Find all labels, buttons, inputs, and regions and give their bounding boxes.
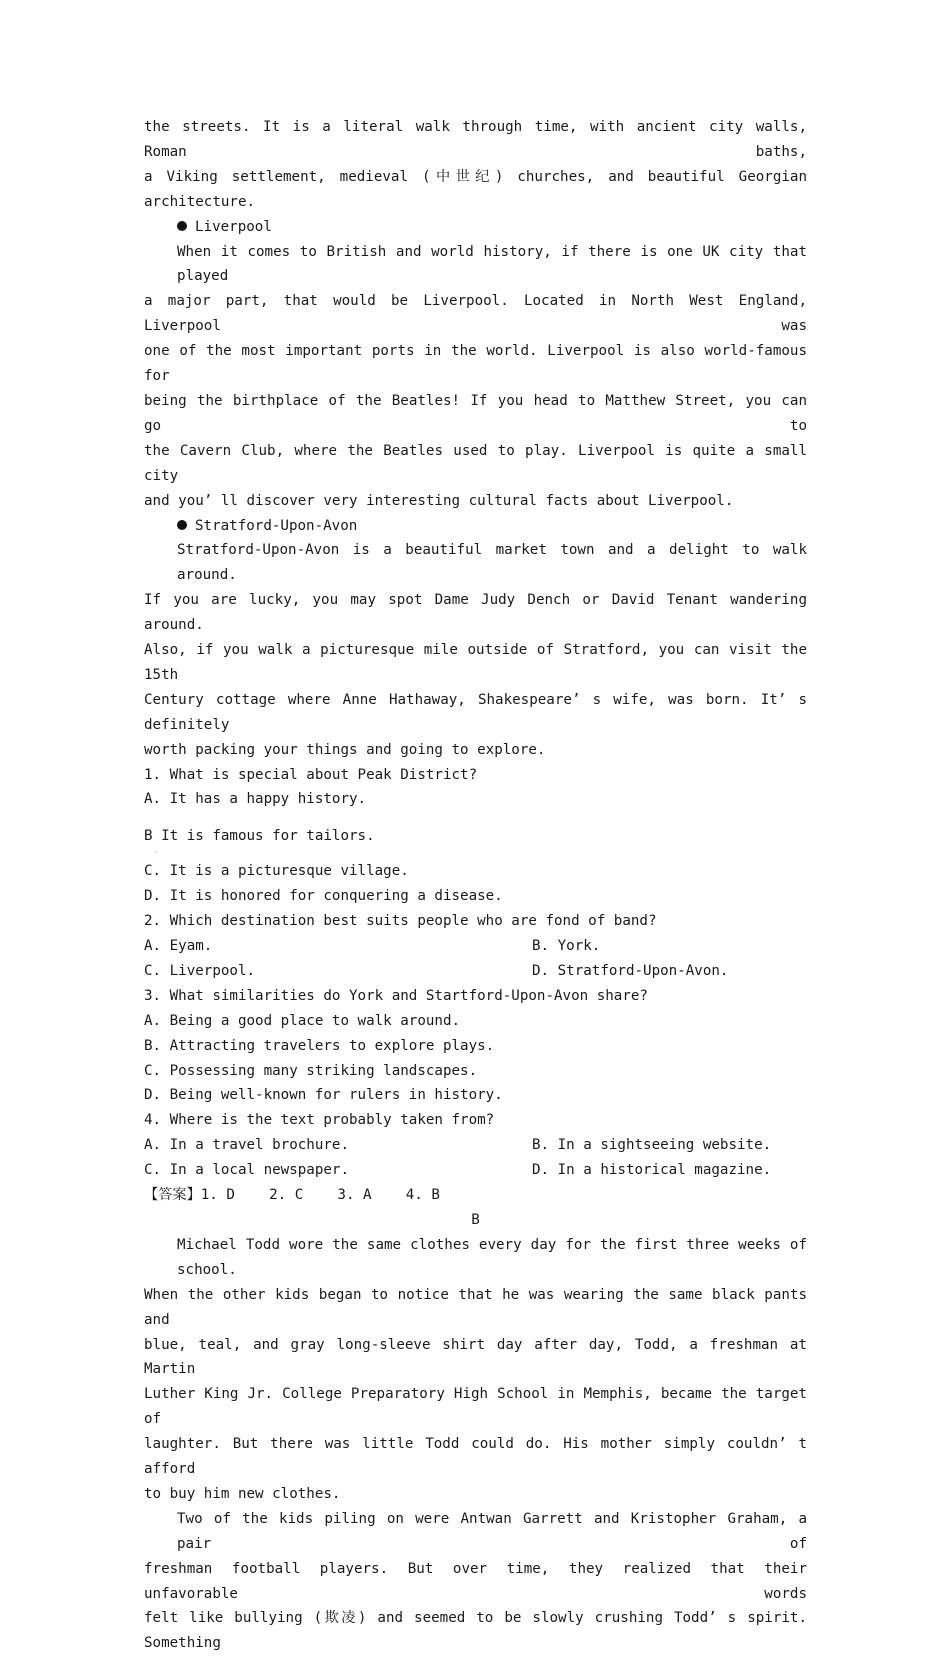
answer-text: 1. D 2. C 3. A 4. B: [200, 1187, 440, 1204]
bullet-dot-icon: [177, 221, 187, 231]
section-b-text-line: Two of the kids piling on were Antwan Garrett and Kristopher Graham, a pair of: [177, 1510, 807, 1552]
stratford-text-line: Stratford-Upon-Avon is a beautiful market town and a delight to walk around.: [177, 542, 807, 584]
york-text-line: a Viking settlement, medieval (中世纪) churches, and beautiful Georgian: [144, 168, 807, 185]
question-4-option-a: A. In a travel brochure.: [144, 1137, 349, 1154]
liverpool-text-line: being the birthplace of the Beatles! If you head to Matthew Street, you can go to: [144, 392, 807, 434]
question-3-option-b: B. Attracting travelers to explore plays.: [144, 1037, 495, 1054]
question-1-option-d: D. It is honored for conquering a disease.: [144, 888, 503, 905]
question-1-option-b: B It is famous for tailors.: [144, 828, 375, 845]
section-b-title: B: [471, 1211, 480, 1228]
document-page: [144, 115, 807, 1656]
section-b-text-line: When the other kids began to notice that he was wearing the same black pants and: [144, 1286, 807, 1328]
section-b-text-line: freshman football players. But over time, they realized that their unfavorable words: [144, 1560, 807, 1602]
destination-heading-liverpool: Liverpool: [144, 215, 807, 240]
question-2-options-row: [144, 934, 807, 959]
liverpool-text-line: a major part, that would be Liverpool. Located in North West England, Liverpool was: [144, 293, 807, 335]
answer-label: 【答案】: [144, 1187, 201, 1204]
stratford-text-line: Also, if you walk a picturesque mile outside of Stratford, you can visit the 15th: [144, 642, 807, 683]
liverpool-text-line: one of the most important ports in the world. Liverpool is also world-famous for: [144, 343, 807, 385]
question-2-option-b: B. York.: [532, 938, 601, 954]
answer-line: [144, 1183, 807, 1208]
question-4-option-c: C. In a local newspaper.: [144, 1162, 349, 1179]
question-3-option-d: D. Being well-known for rulers in history.: [144, 1087, 503, 1104]
question-3-option-a: A. Being a good place to walk around.: [144, 1012, 461, 1029]
question-4-options-row: [144, 1133, 807, 1158]
stratford-text-line: worth packing your things and going to explore.: [144, 741, 546, 758]
question-4-option-d: D. In a historical magazine.: [532, 1162, 772, 1179]
stratford-text-line: Century cottage where Anne Hathaway, Shakespeare’ s wife, was born. It’ s definitely: [144, 691, 807, 733]
stratford-text-line: If you are lucky, you may spot Dame Judy Dench or David Tenant wandering around.: [144, 592, 807, 634]
question-2-options-row: [144, 959, 807, 984]
section-b-text-line: Michael Todd wore the same clothes every day for the first three weeks of school.: [177, 1236, 807, 1278]
question-2-stem: 2. Which destination best suits people who are fond of band?: [144, 913, 657, 930]
section-b-text-line: to buy him new clothes.: [144, 1485, 341, 1502]
question-4-stem: 4. Where is the text probably taken from?: [144, 1112, 495, 1129]
question-3-option-c: C. Possessing many striking landscapes.: [144, 1062, 478, 1079]
question-1-stem: 1. What is special about Peak District?: [144, 766, 478, 783]
section-b-text-line: felt like bullying (欺凌) and seemed to be slowly crushing Todd’ s spirit. Something: [144, 1610, 807, 1652]
liverpool-text-line: and you’ ll discover very interesting cultural facts about Liverpool.: [144, 492, 734, 509]
destination-heading-stratford: Stratford-Upon-Avon: [144, 514, 807, 539]
question-2-option-c: C. Liverpool.: [144, 962, 256, 979]
question-2-option-d: D. Stratford-Upon-Avon.: [532, 962, 729, 979]
stray-mark: ·: [154, 849, 158, 857]
question-2-option-a: A. Eyam.: [144, 938, 213, 954]
bullet-dot-icon: [177, 520, 187, 530]
york-text-line: the streets. It is a literal walk through time, with ancient city walls, Roman baths,: [144, 119, 807, 160]
section-b-text-line: Luther King Jr. College Preparatory High School in Memphis, became the target of: [144, 1386, 807, 1428]
question-1-option-a: A. It has a happy history.: [144, 791, 367, 808]
liverpool-text-line: the Cavern Club, where the Beatles used to play. Liverpool is quite a small city: [144, 442, 807, 484]
section-b-text-line: blue, teal, and gray long-sleeve shirt day after day, Todd, a freshman at Martin: [144, 1336, 807, 1378]
question-3-stem: 3. What similarities do York and Startford-Upon-Avon share?: [144, 987, 648, 1004]
york-text-line: architecture.: [144, 193, 256, 210]
question-4-options-row: [144, 1158, 807, 1183]
question-4-option-b: B. In a sightseeing website.: [532, 1137, 772, 1154]
question-1-option-c: C. It is a picturesque village.: [144, 863, 409, 880]
liverpool-text-line: When it comes to British and world history, if there is one UK city that played: [177, 243, 807, 285]
section-b-text-line: laughter. But there was little Todd could do. His mother simply couldn’ t afford: [144, 1436, 807, 1478]
